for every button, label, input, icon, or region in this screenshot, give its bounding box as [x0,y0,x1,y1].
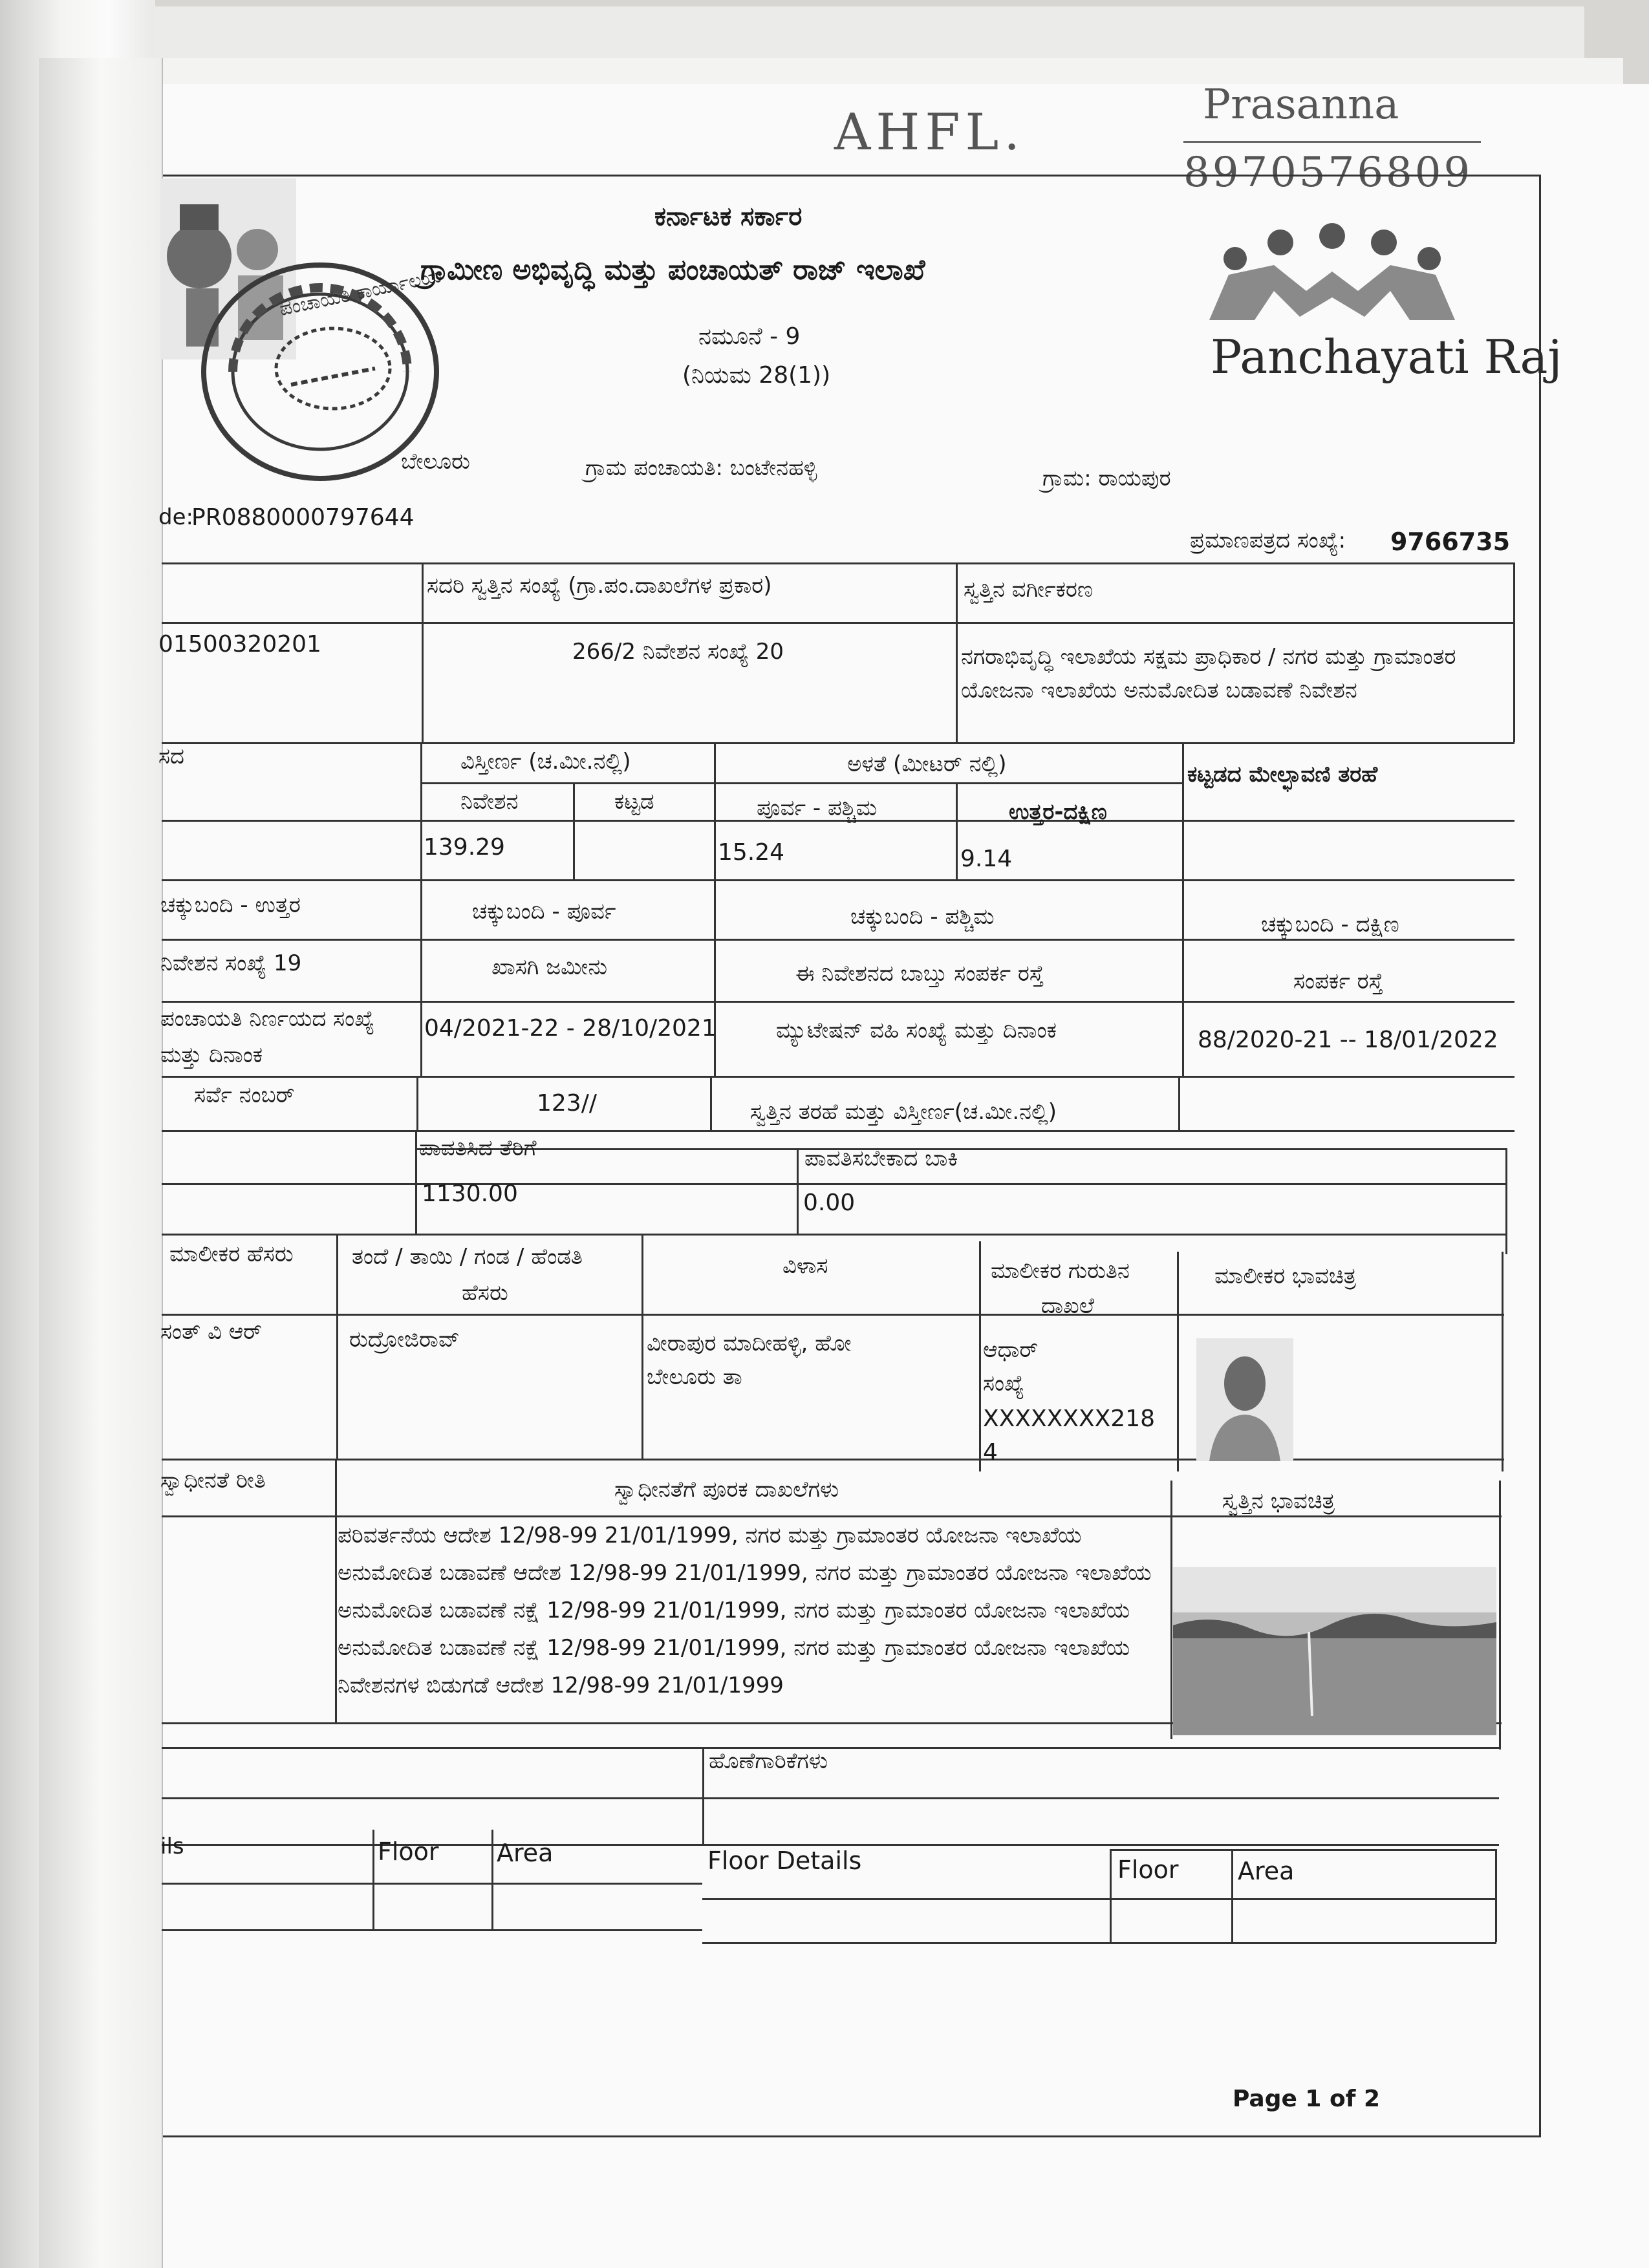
ew-head: ಪೂರ್ವ - ಪಶ್ಚಿಮ [757,795,878,821]
rule [162,1929,702,1931]
north-head: ಚಕ್ಕುಬಂದಿ - ಉತ್ತರ [160,892,301,918]
rule [162,562,1514,564]
rule [162,1130,1514,1132]
west-head: ಚಕ್ಕುಬಂದಿ - ಪಶ್ಚಿಮ [850,904,995,930]
form-rule: (ನಿಯಮ 28(1)) [682,362,831,389]
ownership-mode-head: ಸ್ವಾಧೀನತೆ ರೀತಿ [160,1468,266,1493]
rule [797,1148,799,1234]
rule [420,879,422,1001]
department-title: ಗ್ರಾಮೀಣ ಅಭಿವೃದ್ಧಿ ಮತ್ತು ಪಂಚಾಯತ್ ರಾಜ್ ಇಲಾಖೆ [420,253,925,286]
rule [162,1001,1514,1003]
rule [162,1747,1499,1749]
classification-head: ಸ್ವತ್ತಿನ ವರ್ಗೀಕರಣ [964,577,1093,603]
rule [162,1314,1504,1316]
site-head: ನಿವೇಶನ [460,789,519,815]
owner-id-2: ಸಂಖ್ಯೆ [983,1371,1024,1396]
west-value: ಈ ನಿವೇಶನದ ಬಾಬ್ತು ಸಂಪರ್ಕ ರಸ್ತೆ [795,961,1044,987]
east-head: ಚಕ್ಕುಬಂದಿ - ಪೂರ್ವ [472,899,616,925]
property-number: 266/2 ನಿವೇಶನ ಸಂಖ್ಯೆ 20 [572,639,784,665]
rule [1502,1252,1503,1471]
rule [162,879,1514,881]
page-number: Page 1 of 2 [1233,2086,1380,2112]
rule [1182,879,1184,1001]
building-head: ಕಟ್ಟಡ [614,789,654,815]
rule [162,742,1514,744]
rule [415,1130,417,1234]
rule [1513,562,1515,742]
address-head: ವಿಳಾಸ [782,1253,828,1279]
rule [336,1234,338,1459]
rule [416,1076,418,1130]
rule [1110,1849,1112,1942]
seal-text: ಪಂಚಾಯತಿ ಕಾರ್ಯಾಲಯ [277,264,444,321]
owner-id-1: ಆಧಾರ್ [983,1337,1039,1363]
property-photo [1173,1567,1496,1735]
rule [1178,1076,1180,1130]
survey-value: 123// [537,1090,597,1117]
area-head: ವಿಸ್ತೀರ್ಣ (ಚ.ಮೀ.ನಲ್ಲಿ) [460,749,631,775]
rule [162,622,1514,624]
owner-id-head-2: ದಾಖಲೆ [1041,1293,1095,1319]
tax-paid-head: ಪಾವತಿಸಿದ ತೆರಿಗೆ [419,1135,537,1161]
ew-value: 15.24 [718,839,785,866]
site-area: 139.29 [424,834,505,861]
resolution-value: 04/2021-22 - 28/10/2021 [424,1015,717,1042]
panchayati-raj-logo [1203,220,1461,336]
owner-name-head: ಮಾಲೀಕರ ಹೆಸರು [169,1241,294,1267]
property-code: PR0880000797644 [191,504,415,531]
property-id-head: ಸದರಿ ಸ್ವತ್ತಿನ ಸಂಖ್ಯೆ (ಗ್ರಾ.ಪಂ.ದಾಖಲೆಗಳ ಪ್ರಕಾರ) [427,573,772,599]
south-value: ಸಂಪರ್ಕ ರಸ್ತೆ [1293,968,1383,994]
rule [162,1797,1499,1799]
certificate-label: ಪ್ರಮಾಣಪತ್ರದ ಸಂಖ್ಯೆ: [1190,528,1346,553]
property-id: 01500320201 [158,631,321,658]
rule [420,1001,422,1076]
south-head: ಚಕ್ಕುಬಂದಿ - ದಕ್ಷಿಣ [1261,912,1399,937]
rule [956,562,958,742]
rule [1231,1849,1233,1942]
mutation-head: ಮ್ಯುಟೇಷನ್ ವಹಿ ಸಂಖ್ಯೆ ಮತ್ತು ದಿನಾಂಕ [776,1018,1057,1043]
logo-text: Panchayati Raj [1211,330,1562,384]
rule [335,1459,337,1722]
owner-photo-head: ಮಾಲೀಕರ ಭಾವಚಿತ್ರ [1214,1263,1357,1289]
rule [714,742,716,879]
village: ಗ್ರಾಮ: ರಾಯಪುರ [1042,465,1171,491]
rule [1505,1148,1507,1254]
liabilities-head: ಹೊಣೆಗಾರಿಕೆಗಳು [709,1748,828,1774]
tax-due-head: ಪಾವತಿಸಬೇಕಾದ ಬಾಕಿ [804,1146,958,1171]
rule [372,1830,374,1929]
owner-name: ಸಂತ್ ವಿ ಆರ್ [160,1319,263,1345]
handwritten-note: AHFL. [834,103,1026,162]
rule [162,1459,1504,1460]
address-line-1: ವೀರಾಪುರ ಮಾದೀಹಳ್ಳಿ, ಹೋ [647,1331,852,1356]
rule [162,1883,702,1885]
rule [714,879,716,1001]
classification-value: ನಗರಾಭಿವೃದ್ಧಿ ಇಲಾಖೆಯ ಸಕ್ಷಮ ಪ್ರಾಧಿಕಾರ / ನಗರ ಮತ್ತು ಗ್ರಾಮಾಂತರ ಯೋಜನಾ ಇಲಾಖೆಯ ಅನುಮೋದಿತ ಬಡಾವಣೆ ನಿವೇಶನ [961,644,1456,703]
rule [422,562,424,742]
rule [710,1076,712,1130]
taluk: ಬೇಲೂರು [401,449,470,475]
area-head-floor: Area [497,1839,554,1867]
gram-panchayat: ಗ್ರಾಮ ಪಂಚಾಯತಿ: ಬಂಟೇನಹಳ್ಳಿ [585,455,817,481]
rule [979,1241,981,1471]
rule [702,1898,1496,1900]
rule [420,742,422,879]
rule [415,1148,1507,1150]
certificate-number: 9766735 [1390,528,1511,556]
address-line-2: ಬೇಲೂರು ತಾ [647,1364,742,1390]
north-value: ನಿವೇಶನ ಸಂಖ್ಯೆ 19 [160,950,302,976]
tax-due: 0.00 [803,1190,856,1216]
size-head: ಅಳತೆ (ಮೀಟರ್ ನಲ್ಲಿ) [847,751,1007,777]
rule [420,782,1183,784]
owner-id-head: ಮಾಲೀಕರ ಗುರುತಿನ [991,1258,1130,1284]
resolution-head: ಪಂಚಾಯತಿ ನಿರ್ಣಯದ ಸಂಖ್ಯೆ [160,1006,375,1032]
binder-edge-2 [39,58,163,2268]
rule [1182,1001,1184,1076]
parent-head-2: ಹೆಸರು [462,1280,508,1306]
property-type-head: ಸ್ವತ್ತಿನ ತರಹೆ ಮತ್ತು ವಿಸ್ತೀರ್ಣ(ಚ.ಮೀ.ನಲ್ಲಿ) [750,1099,1057,1125]
ownership-docs-head: ಸ್ವಾಧೀನತೆಗೆ ಪೂರಕ ದಾಖಲೆಗಳು [614,1477,839,1503]
property-photo-head: ಸ್ವತ್ತಿನ ಭಾವಚಿತ್ರ [1222,1488,1335,1514]
rule [491,1830,493,1929]
parent-head: ತಂದೆ / ತಾಯಿ / ಗಂಡ / ಹೆಂಡತಿ [352,1244,583,1270]
rule [162,1234,1504,1236]
parent-name: ರುದ್ರೋಜಿರಾವ್ [349,1327,460,1353]
code-prefix: de: [158,504,193,530]
rule [702,1747,704,1844]
handwritten-name: Prasanna [1203,81,1399,129]
owner-id-4: 4 [983,1439,998,1466]
form-number: ನಮೂನೆ - 9 [698,323,801,350]
floor-details-head: Floor Details [707,1846,862,1875]
rule [1110,1849,1496,1851]
rule [702,1942,1496,1944]
floors-left: ils [160,1834,184,1859]
rule [1182,742,1184,879]
handwritten-underline [1183,141,1481,143]
rule [573,782,575,879]
rule [1170,1481,1172,1739]
rule [162,939,1514,941]
rule [1495,1849,1497,1942]
rule [956,782,958,879]
floor-head: Floor [378,1837,439,1866]
owner-photo [1196,1338,1293,1461]
ownership-docs: ಪರಿವರ್ತನೆಯ ಆದೇಶ 12/98-99 21/01/1999, ನಗರ ಮತ್ತು ಗ್ರಾಮಾಂತರ ಯೋಜನಾ ಇಲಾಖೆಯ ಅನುಮೋದಿತ ಬಡಾವಣೆ ಆದೇಶ 12/98-99 21/01/1999, ನಗರ ಮತ್ತು ಗ್ರಾಮಾಂತರ ಯೋಜನಾ ಇಲಾಖೆಯ ಅನುಮೋದಿತ ಬಡಾವಣೆ ನಕ್ಷೆ 12/98-99 21/01/1999, ನಗರ ಮತ್ತು ಗ್ರಾಮಾಂತರ ಯೋಜನಾ ಇಲಾಖೆಯ ಅನುಮೋದಿತ ಬಡಾವಣೆ ನಕ್ಷೆ 12/98-99 21/01/1999, ನಗರ ಮತ್ತು ಗ್ರಾಮಾಂತರ ಯೋಜನಾ ಇಲಾಖೆಯ ನಿವೇಶನಗಳ ಬಿಡುಗಡೆ ಆದೇಶ 12/98-99 21/01/1999 [338,1523,1152,1698]
rule [162,1844,1499,1846]
rule [641,1234,643,1459]
roof-head: ಕಟ್ಟಡದ ಮೇಲ್ಛಾವಣಿ ತರಹೆ [1187,762,1378,787]
rule [1177,1252,1179,1471]
mutation-value: 88/2020-21 -- 18/01/2022 [1198,1027,1498,1053]
east-value: ಖಾಸಗಿ ಜಮೀನು [491,954,608,980]
handwritten-phone: 8970576809 [1183,149,1473,197]
owner-id-3: XXXXXXXX218 [983,1406,1156,1432]
tax-paid: 1130.00 [422,1181,518,1207]
resolution-head-2: ಮತ್ತು ದಿನಾಂಕ [160,1042,263,1068]
rule [162,1183,1507,1185]
survey-head: ಸರ್ವೆ ನಂಬರ್ [194,1082,295,1108]
govt-title: ಕರ್ನಾಟಕ ಸರ್ಕಾರ [654,202,803,231]
ns-head: ಉತ್ತರ-ದಕ್ಷಿಣ [1009,799,1107,825]
rule [1499,1481,1501,1749]
rule [162,1076,1514,1078]
ns-value: 9.14 [960,846,1013,872]
measure-left: ಸದ [158,744,185,769]
floor-head-2: Floor [1117,1856,1179,1884]
area-head-2: Area [1238,1857,1295,1885]
